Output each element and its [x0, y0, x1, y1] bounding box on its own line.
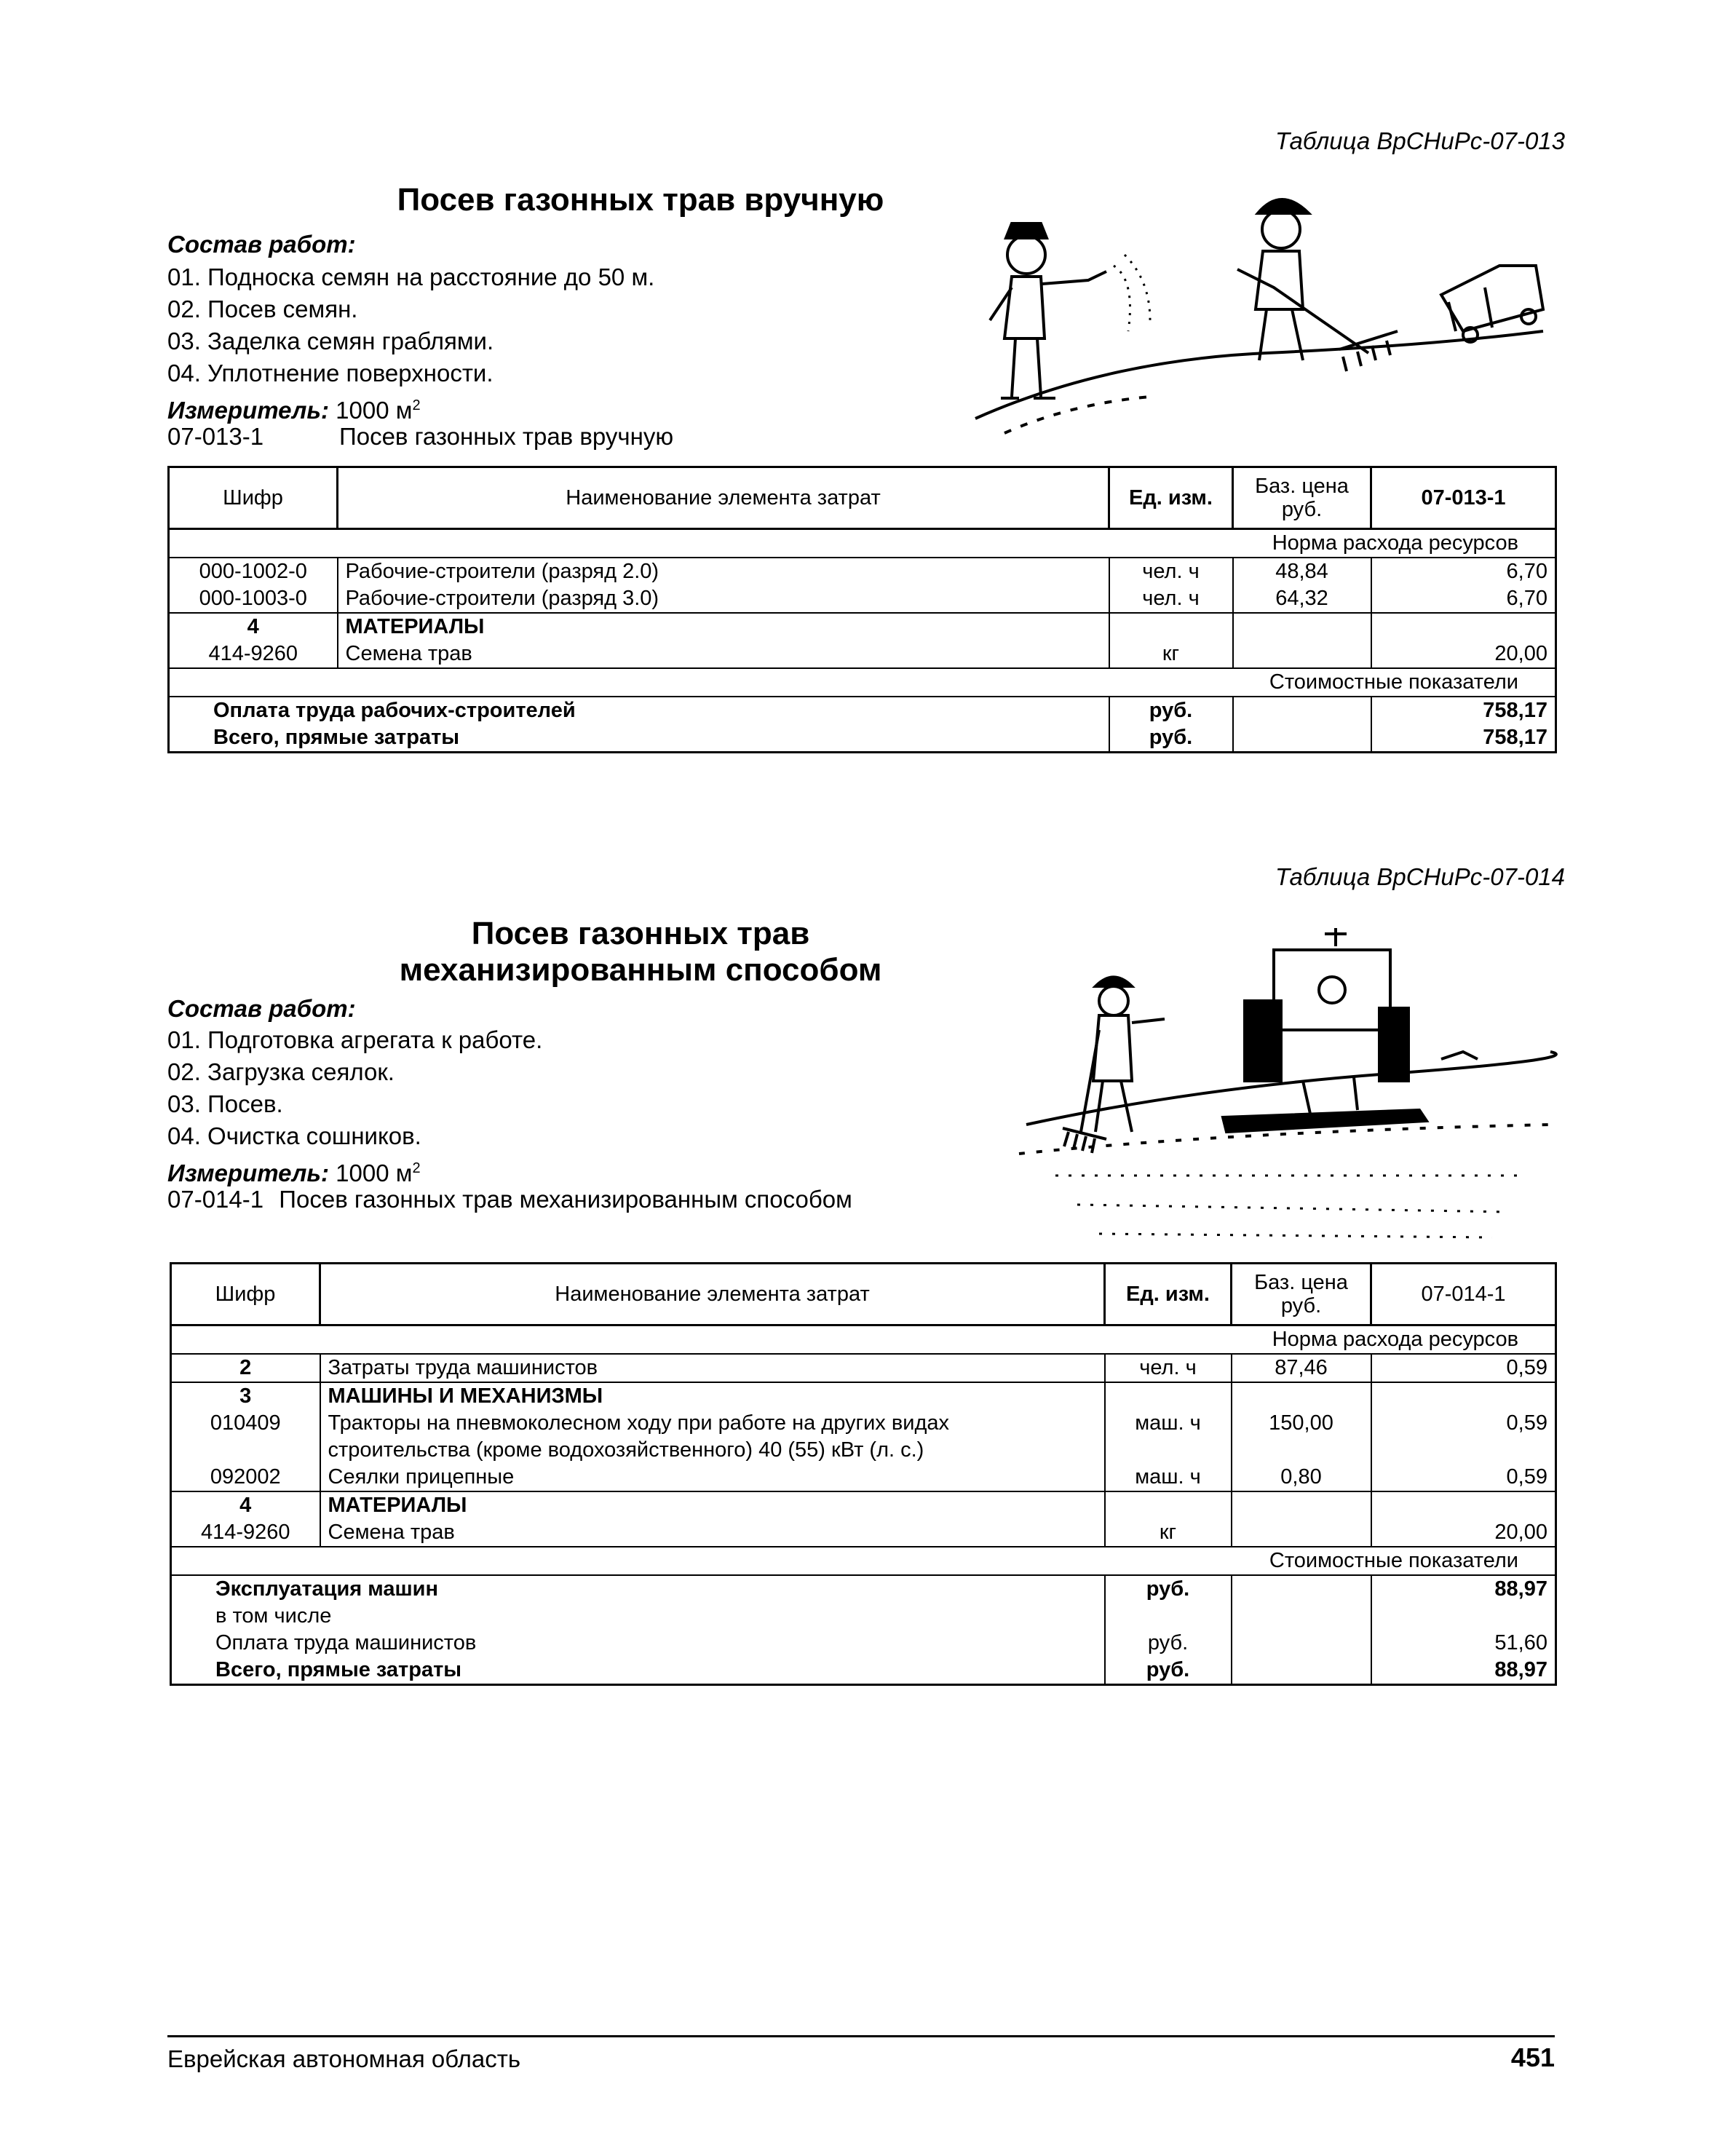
- table-row: [169, 641, 1556, 668]
- cell-value: 0,59: [1371, 1354, 1556, 1382]
- table-row: [171, 1354, 1556, 1382]
- works-list: [167, 261, 654, 389]
- cell-code: 092002: [171, 1464, 320, 1491]
- footer-divider: [167, 2035, 1555, 2037]
- cell-price: [1233, 613, 1371, 641]
- table-row: [171, 1519, 1556, 1547]
- cell-unit: [1105, 1382, 1232, 1410]
- measure-label: Измеритель:: [167, 397, 329, 424]
- cell-price: [1233, 724, 1371, 753]
- header-item: 07-014-1: [1371, 1264, 1556, 1325]
- cell-unit: чел. ч: [1105, 1354, 1232, 1382]
- table-header-row: [171, 1264, 1556, 1325]
- cell-code: 2: [171, 1354, 320, 1382]
- cell-name: Оплата труда машинистов: [171, 1630, 1105, 1657]
- item-name: Посев газонных трав механизированным способом: [279, 1186, 852, 1213]
- cell-name: МАТЕРИАЛЫ: [338, 613, 1109, 641]
- header-unit: Ед. изм.: [1109, 467, 1233, 529]
- section-row: [171, 1325, 1556, 1355]
- header-name: Наименование элемента затрат: [338, 467, 1109, 529]
- section-title: [313, 916, 968, 988]
- cell-name: Рабочие-строители (разряд 2.0): [338, 558, 1109, 585]
- table-caption: Таблица ВрСНиРс-07-014: [1275, 863, 1565, 890]
- table-caption: Таблица ВрСНиРс-07-013: [1275, 127, 1565, 154]
- cell-name: Семена трав: [338, 641, 1109, 668]
- cell-value: [1371, 1491, 1556, 1519]
- cell-value: 6,70: [1371, 585, 1556, 613]
- cell-name: Оплата труда рабочих-строителей: [169, 697, 1109, 724]
- cell-value: 0,59: [1371, 1410, 1556, 1437]
- work-item: 01. Подготовка агрегата к работе.: [167, 1026, 543, 1053]
- cell-unit: кг: [1109, 641, 1233, 668]
- cost-label: Стоимостные показатели: [171, 1547, 1556, 1575]
- cell-unit: чел. ч: [1109, 558, 1233, 585]
- cell-price: [1232, 1382, 1371, 1410]
- table-row: [171, 1410, 1556, 1437]
- cell-value: 51,60: [1371, 1630, 1556, 1657]
- work-item: 02. Посев семян.: [167, 296, 358, 322]
- page-number: 451: [1510, 2042, 1555, 2072]
- tractor-sowing-illustration: [1012, 913, 1565, 1248]
- title-line: Посев газонных трав: [471, 916, 810, 951]
- cell-value: [1371, 1382, 1556, 1410]
- cell-code: 3: [171, 1382, 320, 1410]
- header-price: Баз. цена руб.: [1232, 1264, 1371, 1325]
- cell-name: Сеялки прицепные: [320, 1464, 1105, 1491]
- cell-value: [1371, 613, 1556, 641]
- section-row: [171, 1547, 1556, 1575]
- cell-name: Всего, прямые затраты: [171, 1657, 1105, 1685]
- cell-price: [1232, 1657, 1371, 1685]
- cell-value: 6,70: [1371, 558, 1556, 585]
- item-code: 07-013-1: [167, 423, 264, 450]
- cell-price: 64,32: [1233, 585, 1371, 613]
- cell-price: [1232, 1491, 1371, 1519]
- resource-table: [167, 466, 1557, 753]
- work-item: 04. Уплотнение поверхности.: [167, 360, 494, 387]
- cell-name: МАШИНЫ И МЕХАНИЗМЫ: [320, 1382, 1105, 1410]
- norm-label: Норма расхода ресурсов: [169, 529, 1556, 558]
- cell-name: Семена трав: [320, 1519, 1105, 1547]
- header-item: 07-013-1: [1371, 467, 1556, 529]
- header-price: Баз. цена руб.: [1233, 467, 1371, 529]
- table-header-row: [169, 467, 1556, 529]
- cell-unit: руб.: [1109, 724, 1233, 753]
- cell-name: Затраты труда машинистов: [320, 1354, 1105, 1382]
- cell-name: Рабочие-строители (разряд 3.0): [338, 585, 1109, 613]
- title-line: механизированным способом: [399, 952, 882, 988]
- measure-value: 1000 м: [336, 1160, 413, 1186]
- work-item: 01. Подноска семян на расстояние до 50 м.: [167, 263, 655, 290]
- work-item: 03. Посев.: [167, 1090, 283, 1117]
- resource-table: [170, 1262, 1557, 1686]
- cell-code: 010409: [171, 1410, 320, 1437]
- cell-value: 758,17: [1371, 724, 1556, 753]
- cell-code: 414-9260: [169, 641, 338, 668]
- measure-label: Измеритель:: [167, 1160, 329, 1186]
- cell-price: [1232, 1603, 1371, 1630]
- table-row: [171, 1630, 1556, 1657]
- table-row: [169, 697, 1556, 724]
- cell-name: в том числе: [171, 1603, 1105, 1630]
- section-title: Посев газонных трав вручную: [397, 182, 884, 218]
- cell-price: 150,00: [1232, 1410, 1371, 1437]
- work-item: 02. Загрузка сеялок.: [167, 1058, 395, 1085]
- item-name: Посев газонных трав вручную: [339, 423, 674, 450]
- norm-label: Норма расхода ресурсов: [171, 1325, 1556, 1355]
- cell-value: 88,97: [1371, 1575, 1556, 1603]
- cell-name: Эксплуатация машин: [171, 1575, 1105, 1603]
- header-name: Наименование элемента затрат: [320, 1264, 1105, 1325]
- cell-price: [1232, 1437, 1371, 1464]
- table-row: [169, 613, 1556, 641]
- item-line: [167, 1184, 852, 1216]
- cell-price: [1233, 697, 1371, 724]
- table-row: [171, 1382, 1556, 1410]
- workers-sowing-illustration: [961, 186, 1558, 462]
- table-row: [171, 1491, 1556, 1519]
- cell-unit: [1109, 613, 1233, 641]
- cell-unit: [1105, 1491, 1232, 1519]
- cost-label: Стоимостные показатели: [169, 668, 1556, 697]
- cell-unit: кг: [1105, 1519, 1232, 1547]
- table-row: [171, 1437, 1556, 1464]
- table-row: [171, 1575, 1556, 1603]
- works-label: Состав работ:: [167, 995, 356, 1022]
- cell-unit: руб.: [1109, 697, 1233, 724]
- cell-unit: маш. ч: [1105, 1464, 1232, 1491]
- header-unit: Ед. изм.: [1105, 1264, 1232, 1325]
- table-row: [169, 558, 1556, 585]
- cell-value: 20,00: [1371, 641, 1556, 668]
- cell-name: Всего, прямые затраты: [169, 724, 1109, 753]
- work-item: 04. Очистка сошников.: [167, 1122, 421, 1149]
- cell-price: [1232, 1519, 1371, 1547]
- measure-sup: 2: [412, 1160, 421, 1176]
- header-code: Шифр: [171, 1264, 320, 1325]
- cell-unit: чел. ч: [1109, 585, 1233, 613]
- cell-unit: маш. ч: [1105, 1410, 1232, 1437]
- cell-unit: [1105, 1603, 1232, 1630]
- cell-code: [171, 1437, 320, 1464]
- cell-price: [1233, 641, 1371, 668]
- cell-value: 758,17: [1371, 697, 1556, 724]
- cell-price: [1232, 1575, 1371, 1603]
- cell-price: [1232, 1630, 1371, 1657]
- cell-value: 0,59: [1371, 1464, 1556, 1491]
- cell-value: [1371, 1603, 1556, 1630]
- works-list: [167, 1024, 542, 1152]
- cell-value: 20,00: [1371, 1519, 1556, 1547]
- measure-value: 1000 м: [336, 397, 413, 424]
- table-row: [171, 1464, 1556, 1491]
- cell-price: 0,80: [1232, 1464, 1371, 1491]
- measure-sup: 2: [412, 397, 421, 413]
- item-line: [167, 421, 674, 453]
- table-row: [169, 724, 1556, 753]
- works-label: Состав работ:: [167, 231, 356, 258]
- cell-value: 88,97: [1371, 1657, 1556, 1685]
- cell-name: МАТЕРИАЛЫ: [320, 1491, 1105, 1519]
- cell-code: 000-1003-0: [169, 585, 338, 613]
- table-row: [171, 1603, 1556, 1630]
- cell-code: 4: [171, 1491, 320, 1519]
- cell-name: строительства (кроме водохозяйственного) 40 (55) кВт (л. с.): [320, 1437, 1105, 1464]
- section-row: [169, 668, 1556, 697]
- table-row: [169, 585, 1556, 613]
- footer-region: Еврейская автономная область: [167, 2045, 521, 2072]
- cell-code: 4: [169, 613, 338, 641]
- cell-unit: руб.: [1105, 1630, 1232, 1657]
- work-item: 03. Заделка семян граблями.: [167, 328, 494, 354]
- cell-name: Тракторы на пневмоколесном ходу при работе на других видах: [320, 1410, 1105, 1437]
- cell-value: [1371, 1437, 1556, 1464]
- cell-unit: [1105, 1437, 1232, 1464]
- cell-code: 414-9260: [171, 1519, 320, 1547]
- cell-price: 48,84: [1233, 558, 1371, 585]
- cell-price: 87,46: [1232, 1354, 1371, 1382]
- cell-unit: руб.: [1105, 1575, 1232, 1603]
- section-row: [169, 529, 1556, 558]
- cell-code: 000-1002-0: [169, 558, 338, 585]
- item-code: 07-014-1: [167, 1186, 264, 1213]
- header-code: Шифр: [169, 467, 338, 529]
- cell-unit: руб.: [1105, 1657, 1232, 1685]
- table-row: [171, 1657, 1556, 1685]
